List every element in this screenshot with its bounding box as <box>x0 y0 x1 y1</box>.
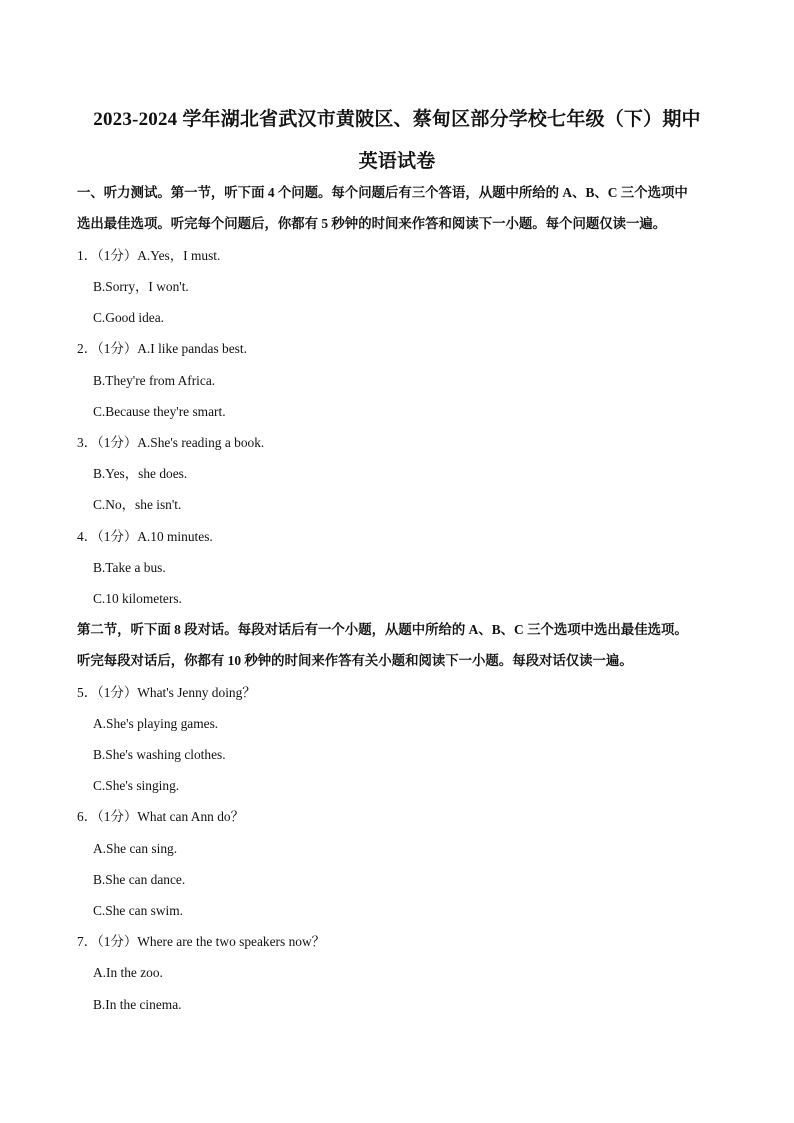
question-6-option-b: B.She can dance. <box>93 872 186 887</box>
section-2-instructions <box>77 614 727 676</box>
question-2-stem: 2．（1分）A.I like pandas best. <box>77 341 247 356</box>
question-1-option-c: C.Good idea. <box>93 310 165 325</box>
section-1-instructions <box>77 177 727 239</box>
question-2-option-c: C.Because they're smart. <box>93 404 226 419</box>
section-2-line-1: 第二节，听下面 8 段对话。每段对话后有一个小题，从题中所给的 A、B、C 三个选项中选出最佳选项。 <box>77 622 688 637</box>
question-4-option-c: C.10 kilometers. <box>93 591 182 606</box>
section-1-line-2: 选出最佳选项。听完每个问题后，你都有 5 秒钟的时间来作答和阅读下一小题。每个问题仅读一遍。 <box>77 216 667 231</box>
question-7-option-b: B.In the cinema. <box>93 997 182 1012</box>
question-6-stem: 6．（1分）What can Ann do？ <box>77 809 244 824</box>
question-3-stem: 3．（1分）A.She's reading a book. <box>77 435 265 450</box>
question-7-stem: 7．（1分）Where are the two speakers now？ <box>77 934 326 949</box>
question-2-option-b: B.They're from Africa. <box>93 373 216 388</box>
question-3-option-b: B.Yes，she does. <box>93 466 188 481</box>
question-5-option-a: A.She's playing games. <box>93 716 219 731</box>
section-2-line-2: 听完每段对话后，你都有 10 秒钟的时间来作答有关小题和阅读下一小题。每段对话仅读一遍。 <box>77 653 633 668</box>
question-3-option-c: C.No，she isn't. <box>93 497 182 512</box>
section-1-line-1: 一、听力测试。第一节，听下面 4 个问题。每个问题后有三个答语，从题中所给的 A、B、C 三个选项中 <box>77 185 688 200</box>
question-6-option-c: C.She can swim. <box>93 903 184 918</box>
question-1-option-b: B.Sorry，I won't. <box>93 279 189 294</box>
question-5-option-c: C.She's singing. <box>93 778 180 793</box>
question-5-stem: 5．（1分）What's Jenny doing？ <box>77 685 256 700</box>
question-4-option-b: B.Take a bus. <box>93 560 166 575</box>
question-7-option-a: A.In the zoo. <box>93 965 163 980</box>
exam-title-line-2: 英语试卷 <box>358 151 436 172</box>
question-1-stem: 1．（1分）A.Yes，I must. <box>77 248 221 263</box>
question-6-option-a: A.She can sing. <box>93 841 178 856</box>
exam-title-line-1: 2023-2024 学年湖北省武汉市黄陂区、蔡甸区部分学校七年级（下）期中 <box>93 109 701 130</box>
question-5-option-b: B.She's washing clothes. <box>93 747 226 762</box>
question-4-stem: 4．（1分）A.10 minutes. <box>77 529 213 544</box>
